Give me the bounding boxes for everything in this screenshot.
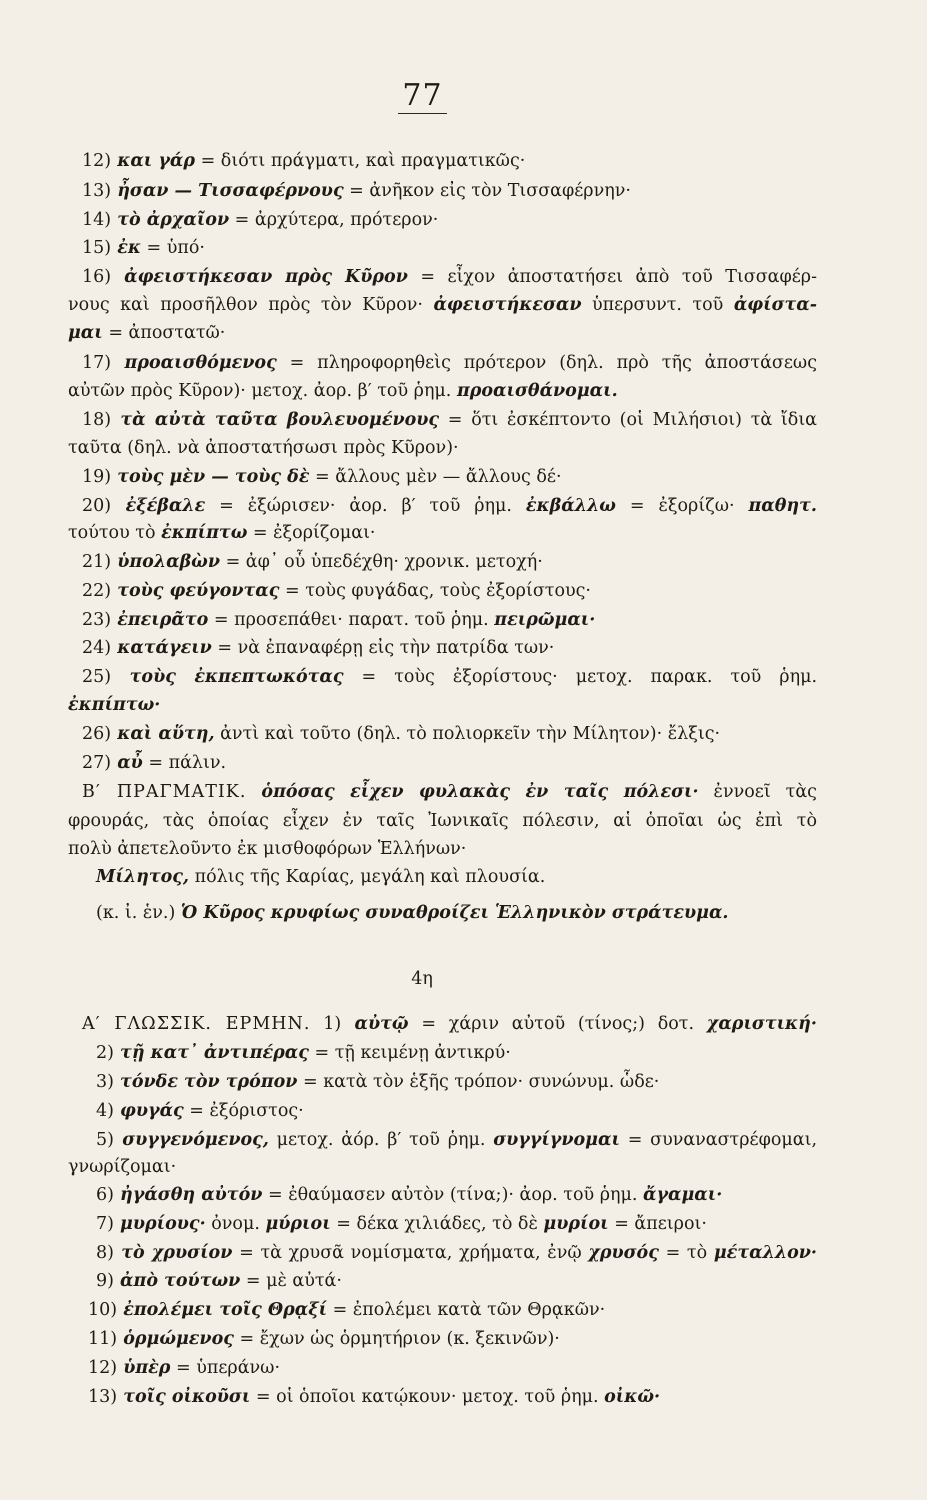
note-line: 12) και γάρ = διότι πράγματι, καὶ πραγματικῶς· bbox=[82, 151, 526, 171]
note-line: 9) ἀπὸ τούτων = μὲ αὐτά· bbox=[96, 1271, 342, 1291]
note-line: 27) αὖ = πάλιν. bbox=[82, 753, 227, 773]
note-line: 11) ὁρμώμενος = ἔχων ὡς ὁρμητήριον (κ. ξεκινῶν)· bbox=[88, 1329, 560, 1349]
page-number: 77 bbox=[0, 78, 845, 113]
note-line-continued: νους καὶ προσῆλθον πρὸς τὸν Κῦρον· ἀφειστήκεσαν ὑπερσυντ. τοῦ ἀφίστα- bbox=[68, 295, 817, 315]
note-line: 19) τοὺς μὲν — τοὺς δὲ = ἄλλους μὲν — ἄλλους δέ· bbox=[82, 467, 562, 487]
note-line: 6) ἠγάσθη αὐτόν = ἐθαύμασεν αὐτὸν (τίνα;)· ἀορ. τοῦ ῥημ. ἄγαμαι· bbox=[96, 1185, 723, 1205]
note-line: 26) καὶ αὕτη, ἀντὶ καὶ τοῦτο (δηλ. τὸ πολιορκεῖν τὴν Μίλητον)· ἔλξις· bbox=[82, 724, 721, 744]
note-line: 13) τοῖς οἰκοῦσι = οἱ ὁποῖοι κατῴκουν· μετοχ. τοῦ ῥημ. οἰκῶ· bbox=[88, 1387, 661, 1407]
pragmatika-heading: Β′ ΠΡΑΓΜΑΤΙΚ. ὁπόσας εἶχεν φυλακὰς ἐν ταῖς πόλεσι· ἐννοεῖ τὰς bbox=[82, 782, 817, 802]
note-line: 25) τοὺς ἐκπεπτωκότας = τοὺς ἐξορίστους· μετοχ. παρακ. τοῦ ῥημ. bbox=[82, 667, 818, 687]
note-line: 22) τοὺς φεύγοντας = τοὺς φυγάδας, τοὺς ἐξορίστους· bbox=[82, 581, 591, 601]
note-line: 24) κατάγειν = νὰ ἐπαναφέρῃ εἰς τὴν πατρίδα των· bbox=[82, 638, 555, 658]
chapter-summary: (κ. ἰ. ἑν.) Ὁ Κῦρος κρυφίως συναθροίζει Ἑλληνικὸν στράτευμα. bbox=[96, 903, 729, 923]
note-line: 8) τὸ χρυσίον = τὰ χρυσᾶ νομίσματα, χρήματα, ἐνῷ χρυσός = τὸ μέταλλον· bbox=[96, 1243, 818, 1263]
note-line-continued: αὐτῶν πρὸς Κῦρον)· μετοχ. ἀορ. β′ τοῦ ῥημ. προαισθάνομαι. bbox=[68, 381, 618, 401]
note-line-continued: ταῦτα (δηλ. νὰ ἀποστατήσωσι πρὸς Κῦρον)· bbox=[68, 438, 459, 458]
note-line-continued: τούτου τὸ ἐκπίπτω = ἐξορίζομαι· bbox=[68, 523, 376, 543]
note-line-continued: γνωρίζομαι· bbox=[68, 1157, 177, 1177]
pragmatika-text: πολὺ ἀπετελοῦντο ἐκ μισθοφόρων Ἑλλήνων· bbox=[68, 839, 467, 859]
note-line: 15) ἐκ = ὑπό· bbox=[82, 238, 205, 258]
note-line: 4) φυγάς = ἐξόριστος· bbox=[96, 1101, 304, 1121]
note-line: 18) τὰ αὐτὰ ταῦτα βουλευομένους = ὅτι ἐσκέπτοντο (οἱ Μιλήσιοι) τὰ ἴδια bbox=[82, 410, 817, 430]
note-line: 20) ἐξέβαλε = ἐξώρισεν· ἀορ. β′ τοῦ ῥημ. ἐκβάλλω = ἐξορίζω· παθητ. bbox=[82, 496, 817, 516]
pragmatika-text: φρουράς, τὰς ὁποίας εἶχεν ἐν ταῖς Ἰωνικαῖς πόλεσιν, αἱ ὁποῖαι ὡς ἐπὶ τὸ bbox=[68, 811, 817, 831]
note-line: 16) ἀφειστήκεσαν πρὸς Κῦρον = εἶχον ἀποστατήσει ἀπὸ τοῦ Τισσαφέρ- bbox=[82, 267, 817, 287]
note-line: 17) προαισθόμενος = πληροφορηθεὶς πρότερον (δηλ. πρὸ τῆς ἀποστάσεως bbox=[82, 353, 818, 373]
note-line: 14) τὸ ἀρχαῖον = ἀρχύτερα, πρότερον· bbox=[82, 210, 439, 230]
note-line: 7) μυρίους· ὀνομ. μύριοι = δέκα χιλιάδες, τὸ δὲ μυρίοι = ἄπειροι· bbox=[96, 1214, 707, 1234]
note-line-continued: ἐκπίπτω· bbox=[68, 695, 161, 715]
note-line: 13) ἦσαν — Τισσαφέρνους = ἀνῆκον εἰς τὸν Τισσαφέρνην· bbox=[82, 181, 631, 201]
note-line: 21) ὑπολαβὼν = ἀφ᾽ οὗ ὑπεδέχθη· χρονικ. μετοχή· bbox=[82, 552, 543, 572]
note-line: 5) συγγενόμενος, μετοχ. ἀόρ. β′ τοῦ ῥημ. συγγίγνομαι = συναναστρέφομαι, bbox=[96, 1130, 818, 1150]
note-line: 12) ὑπὲρ = ὑπεράνω· bbox=[88, 1358, 281, 1378]
note-line: 3) τόνδε τὸν τρόπον = κατὰ τὸν ἑξῆς τρόπον· συνώνυμ. ὧδε· bbox=[96, 1072, 660, 1092]
note-line: 10) ἐπολέμει τοῖς Θρᾳξί = ἐπολέμει κατὰ τῶν Θρᾳκῶν· bbox=[88, 1300, 606, 1320]
note-line: 2) τῇ κατ᾽ ἀντιπέρας = τῇ κειμένῃ ἀντικρύ· bbox=[96, 1043, 511, 1063]
section-number: 4η bbox=[411, 969, 433, 989]
pragmatika-miletos: Μίλητος, πόλις τῆς Καρίας, μεγάλη καὶ πλουσία. bbox=[96, 867, 546, 887]
note-line: 23) ἐπειρᾶτο = προσεπάθει· παρατ. τοῦ ῥημ. πειρῶμαι· bbox=[82, 610, 596, 630]
glossika-heading: Α′ ΓΛΩΣΣΙΚ. ΕΡΜΗΝ. 1) αὐτῷ = χάριν αὐτοῦ (τίνος;) δοτ. χαριστική· bbox=[82, 1014, 817, 1034]
note-line-continued: μαι = ἀποστατῶ· bbox=[68, 323, 226, 343]
